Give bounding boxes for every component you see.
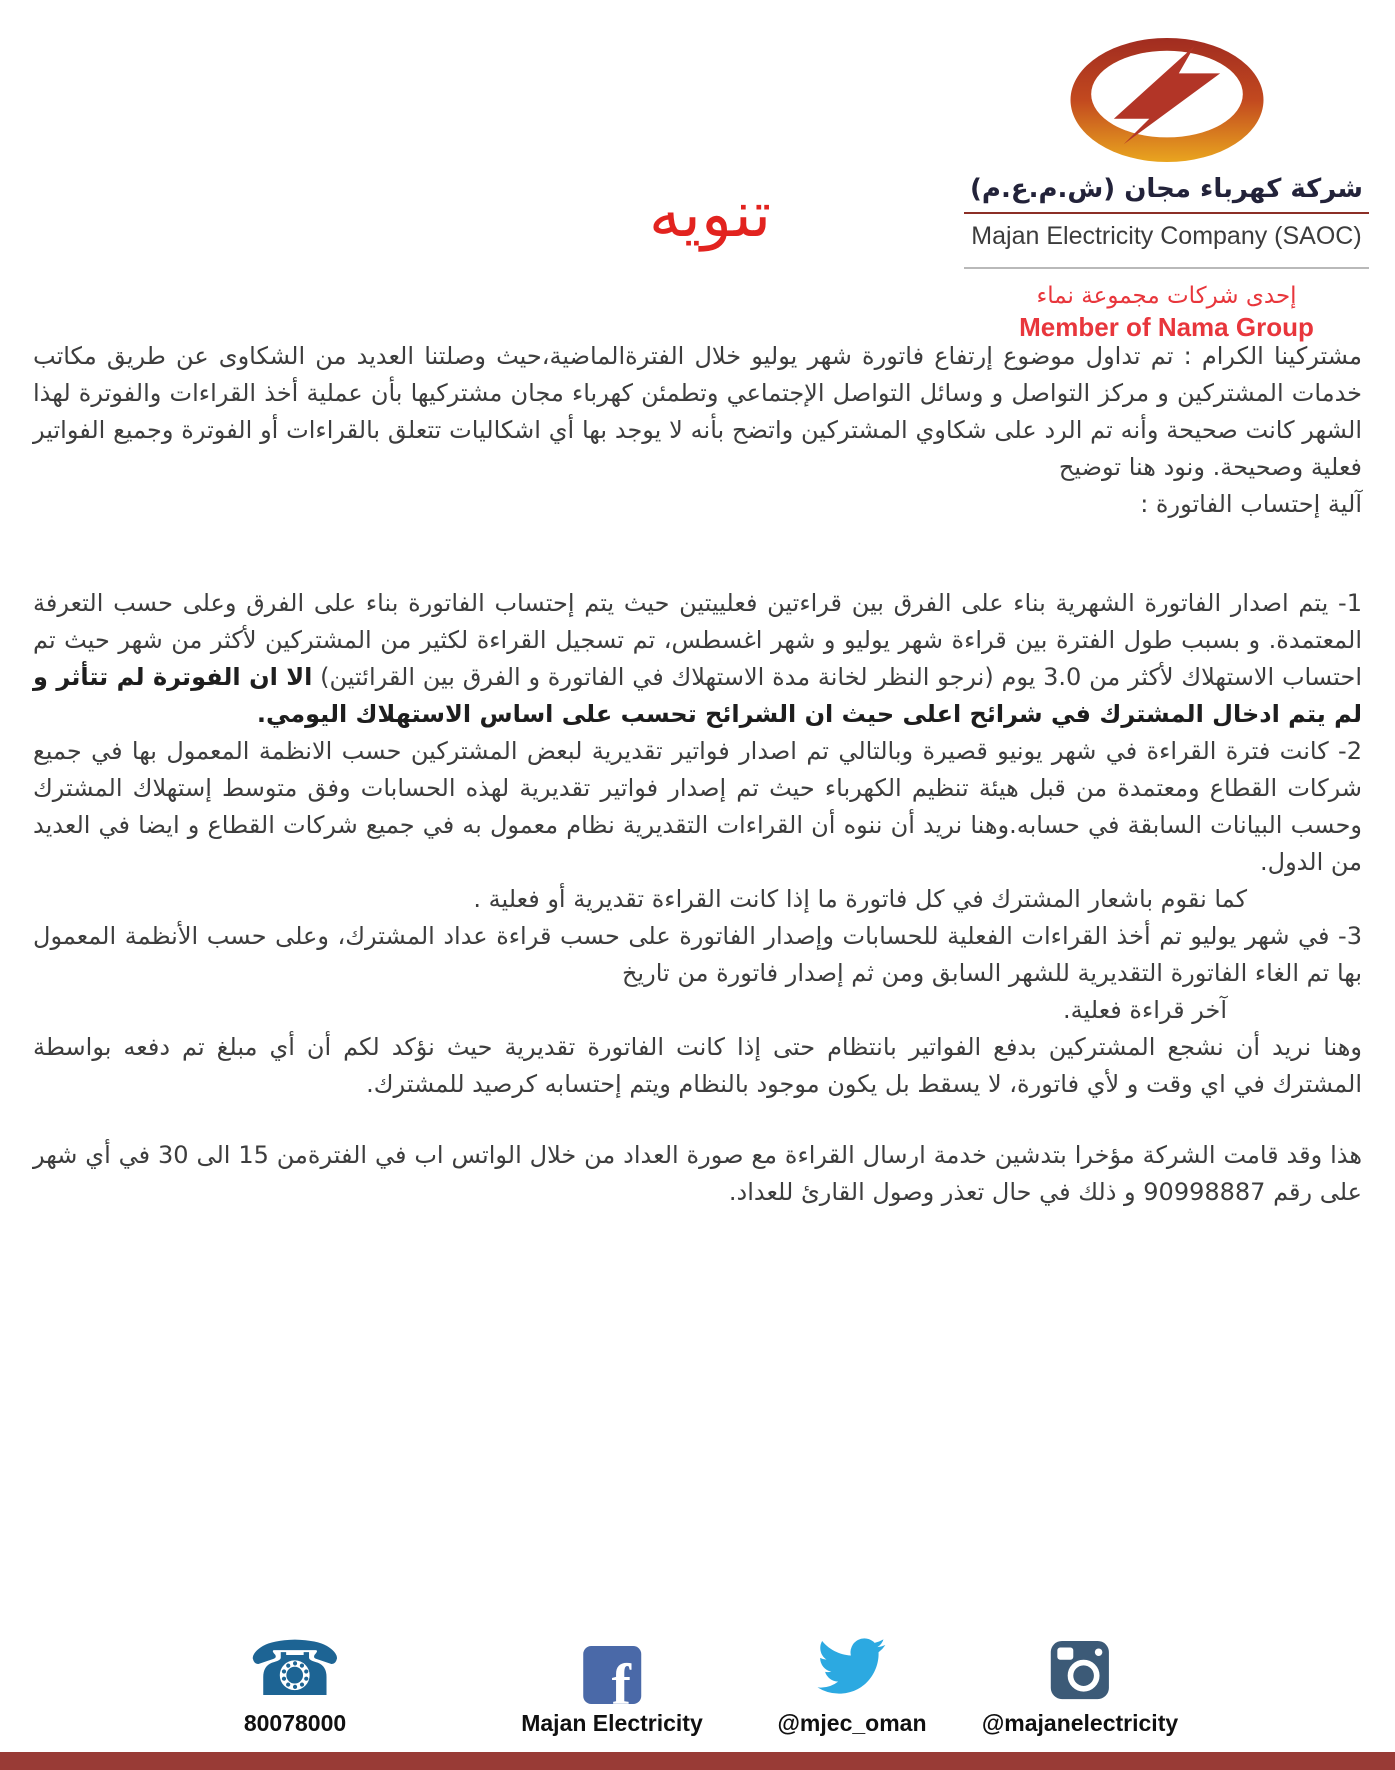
spacer: [33, 523, 1362, 585]
phone-icon: ☎: [247, 1624, 343, 1713]
list-item-1-number: 1-: [1338, 589, 1362, 617]
list-item-1-bold-text: الا ان الفوترة لم تتأثر و لم يتم ادخال المشترك في شرائح اعلى حيث ان الشرائح تحسب على اساس الاستهلاك اليومي.: [33, 663, 1362, 728]
twitter-icon: [818, 1632, 886, 1704]
twitter-contact: [778, 1634, 927, 1737]
company-logo: [964, 36, 1369, 343]
instagram-handle: @majanelectricity: [981, 1710, 1179, 1736]
facebook-icon: f: [583, 1646, 641, 1704]
list-item-3-text: في شهر يوليو تم أخذ القراءات الفعلية للحسابات وإصدار الفاتورة على حسب قراءة عداد المشترك، وعلى حسب الأنظمة المعمول بها تم الغاء الفاتورة التقديرية للشهر السابق ومن ثم إصدار فاتورة من تاريخ: [33, 922, 1362, 987]
twitter-handle: @mjec_oman: [777, 1710, 927, 1736]
notice-body: [33, 338, 1362, 1211]
header: [0, 0, 1395, 345]
bottom-accent-bar: [0, 1752, 1395, 1770]
list-item-1-text: يتم اصدار الفاتورة الشهرية بناء على الفرق بين قراءتين فعلييتين حيث يتم إحتساب الفاتورة بناء على الفرق وعلى حسب التعرفة المعتمدة. و بسبب طول الفترة بين قراءة شهر يوليو و شهر اغسطس، تم تسجيل القراءة لكثير من المشتركين لأكثر من شهر حيث تم احتساب الاستهلاك لأكثر من 3.0 يوم (نرجو النظر لخانة مدة الاستهلاك في الفاتورة و الفرق بين القرائتين): [33, 589, 1363, 691]
phone-number: 80078000: [243, 1710, 347, 1736]
list-item-1: [33, 585, 1362, 733]
company-name-arabic: شركة كهرباء مجان (ش.م.ع.م): [964, 174, 1369, 214]
billing-mechanism-heading: آلية إحتساب الفاتورة :: [1140, 490, 1362, 518]
instagram-icon: [1050, 1640, 1110, 1704]
footer-contacts: [0, 1624, 1395, 1738]
list-item-2-trailing-line: كما نقوم باشعار المشترك في كل فاتورة ما إذا كانت القراءة تقديرية أو فعلية .: [473, 885, 1247, 913]
list-item-2-number: 2-: [1338, 737, 1362, 765]
nama-group-tagline-arabic: إحدى شركات مجموعة نماء: [1036, 283, 1297, 309]
facebook-page-name: Majan Electricity: [521, 1710, 703, 1736]
closing-paragraph-2: هذا وقد قامت الشركة مؤخرا بتدشين خدمة ارسال القراءة مع صورة العداد من خلال الواتس اب في الفترةمن 15 الى 30 في أي شهر على رقم 90998887 و ذلك في حال تعذر وصول القارئ للعداد.: [33, 1141, 1363, 1206]
page-title: تنويه: [648, 178, 772, 252]
phone-contact: [243, 1624, 347, 1737]
list-item-2: [33, 733, 1362, 881]
list-item-3: [33, 918, 1362, 992]
company-name-english: Majan Electricity Company (SAOC): [964, 214, 1369, 269]
lightning-bolt-logo-icon: [1067, 36, 1267, 164]
nama-group-tagline-english: Member of Nama Group: [1019, 312, 1314, 342]
list-item-3-trailing-line: آخر قراءة فعلية.: [1063, 996, 1227, 1024]
closing-paragraph-1: وهنا نريد أن نشجع المشتركين بدفع الفواتير بانتظام حتى إذا كانت الفاتورة تقديرية حيث نؤكد لكم أن أي مبلغ تم دفعه بواسطة المشترك في اي وقت و لأي فاتورة، لا يسقط بل يكون موجود بالنظام ويتم إحتسابه كرصيد للمشترك.: [33, 1033, 1362, 1098]
instagram-contact: [982, 1634, 1178, 1737]
facebook-contact: [521, 1634, 703, 1737]
intro-paragraph: مشتركينا الكرام : تم تداول موضوع إرتفاع فاتورة شهر يوليو خلال الفترةالماضية،حيث وصلتنا العديد من الشكاوى عن طريق مكاتب خدمات المشتركين و مركز التواصل و وسائل التواصل الإجتماعي وتطمئن كهرباء مجان مشتركيها بأن عملية أخذ القراءات والفوترة لهذا الشهر كانت صحيحة وأنه تم الرد على شكاوي المشتركين واتضح بأنه لا يوجد بها أي اشكاليات تتعلق بالقراءات أو الفوترة وجميع الفواتير فعلية وصحيحة. ونود هنا توضيح: [33, 342, 1362, 481]
list-item-3-number: 3-: [1338, 922, 1362, 950]
list-item-2-text: كانت فترة القراءة في شهر يونيو قصيرة وبالتالي تم اصدار فواتير تقديرية لبعض المشتركين حسب الانظمة المعمول بها في جميع شركات القطاع ومعتمدة من قبل هيئة تنظيم الكهرباء حيث تم إصدار فواتير تقديرية لهذه الحسابات وفق متوسط إستهلاك المشترك وحسب البيانات السابقة في حسابه.وهنا نريد أن ننوه أن القراءات التقديرية نظام معمول به في جميع شركات القطاع و ايضا في العديد من الدول.: [33, 737, 1362, 876]
